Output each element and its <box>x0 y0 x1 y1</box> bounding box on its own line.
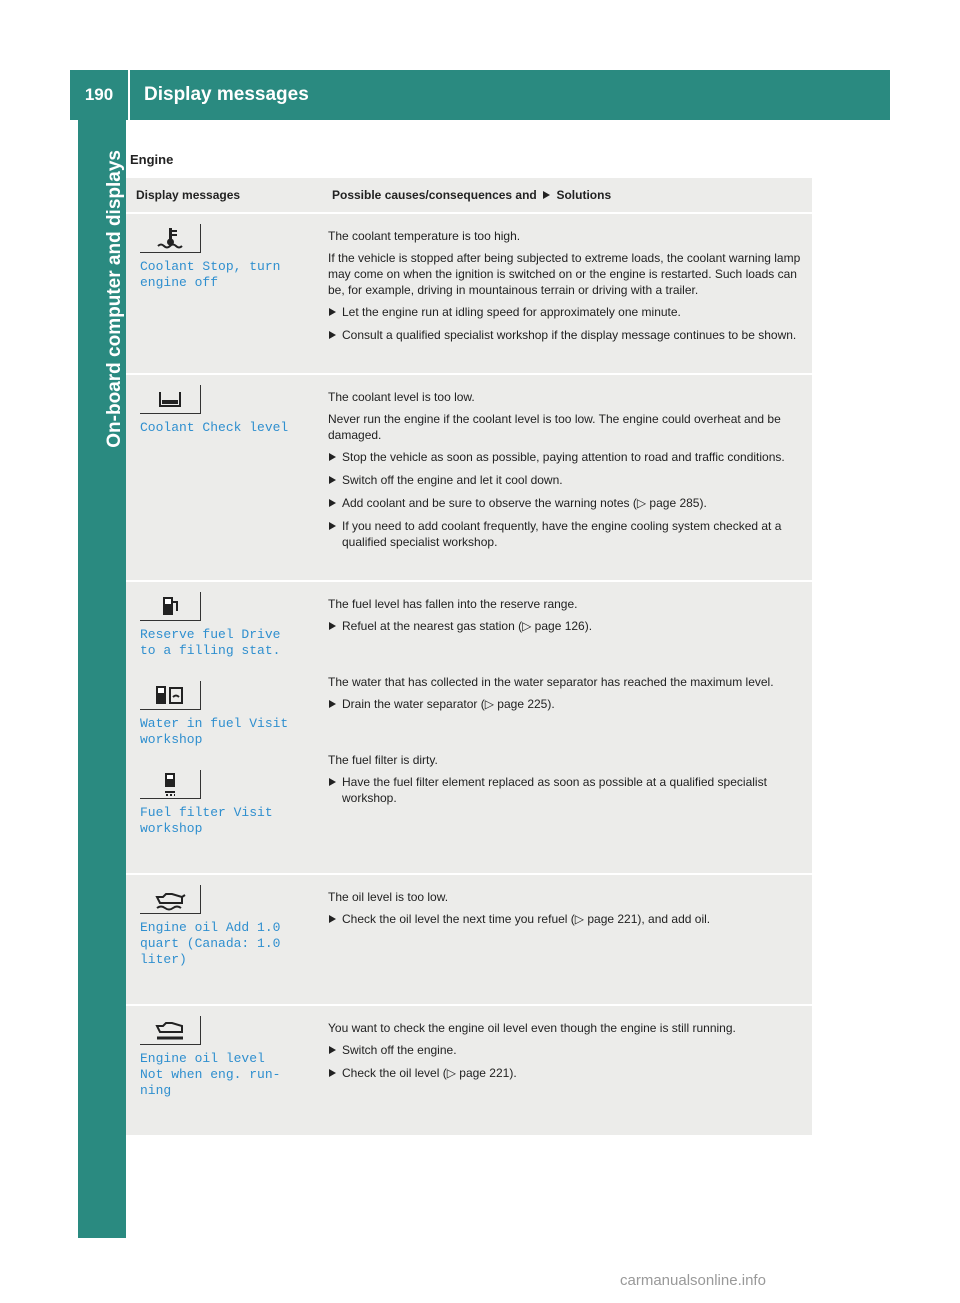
display-message <box>140 224 312 291</box>
message-text: Reserve fuel Drive to a filling stat. <box>140 627 281 658</box>
header-solutions-label: Solutions <box>556 188 612 202</box>
message-text: Coolant Check level <box>140 420 289 435</box>
solution-block <box>328 596 802 634</box>
cause-text: The fuel level has fallen into the reserve range. <box>328 597 578 611</box>
cause-text: The oil level is too low. <box>328 890 449 904</box>
water-in-fuel-icon <box>140 681 201 710</box>
solution-step: Consult a qualified specialist workshop if the display message continues to be shown. <box>328 327 802 343</box>
watermark: carmanualsonline.info <box>620 1272 766 1289</box>
cause-text: Never run the engine if the coolant level is too low. The engine could overheat and be damaged. <box>328 412 781 442</box>
solution-block <box>328 889 802 927</box>
solution-block <box>328 1020 802 1081</box>
solution-cell <box>322 581 812 874</box>
fuel-filter-icon <box>140 770 201 799</box>
coolant-level-icon <box>140 385 201 414</box>
display-messages-table <box>126 178 812 1135</box>
table-row <box>126 581 812 874</box>
column-header-messages: Display messages <box>126 178 322 213</box>
table-row <box>126 1005 812 1135</box>
message-text: Engine oil level Not when eng. run- ning <box>140 1051 281 1098</box>
solution-step: If you need to add coolant frequently, have the engine cooling system checked at a qualified specialist workshop. <box>328 518 802 550</box>
message-text: Water in fuel Visit workshop <box>140 716 289 747</box>
page-title: Display messages <box>144 84 309 105</box>
solution-cell <box>322 213 812 374</box>
solution-block <box>328 228 802 343</box>
message-cell <box>126 374 322 581</box>
oil-level-icon <box>140 1016 201 1045</box>
solution-cell <box>322 374 812 581</box>
message-cell <box>126 213 322 374</box>
cause-text: If the vehicle is stopped after being subjected to extreme loads, the coolant warning lamp may come on when the ignition is switched on or the engine is restarted. Such loads can be, for example, driving in mountainous terrain or driving with a trailer. <box>328 251 801 297</box>
solution-block <box>328 389 802 550</box>
solution-step: Add coolant and be sure to observe the warning notes (▷ page 285). <box>328 495 802 511</box>
solution-step: Switch off the engine and let it cool down. <box>328 472 802 488</box>
display-message <box>140 885 312 968</box>
solution-block <box>328 674 802 712</box>
solution-step: Check the oil level (▷ page 221). <box>328 1065 802 1081</box>
solution-step: Let the engine run at idling speed for approximately one minute. <box>328 304 802 320</box>
solution-cell <box>322 874 812 1005</box>
message-text: Engine oil Add 1.0 quart (Canada: 1.0 liter) <box>140 920 281 967</box>
chapter-label: On-board computer and displays <box>104 150 125 448</box>
solution-step: Check the oil level the next time you refuel (▷ page 221), and add oil. <box>328 911 802 927</box>
column-header-solutions <box>322 178 812 213</box>
display-message <box>140 770 312 837</box>
solution-step: Have the fuel filter element replaced as soon as possible at a qualified specialist workshop. <box>328 774 802 806</box>
display-message <box>140 1016 312 1099</box>
cause-text: The coolant level is too low. <box>328 390 475 404</box>
solution-cell <box>322 1005 812 1135</box>
message-text: Coolant Stop, turn engine off <box>140 259 281 290</box>
section-title: Engine <box>130 152 174 167</box>
header-causes-label: Possible causes/consequences and <box>332 188 537 202</box>
table-row <box>126 374 812 581</box>
solution-step: Refuel at the nearest gas station (▷ page 126). <box>328 618 802 634</box>
display-message <box>140 385 312 436</box>
cause-text: The coolant temperature is too high. <box>328 229 521 243</box>
message-text: Fuel filter Visit workshop <box>140 805 273 836</box>
cause-text: You want to check the engine oil level even though the engine is still running. <box>328 1021 736 1035</box>
oil-can-icon <box>140 885 201 914</box>
display-message <box>140 681 312 748</box>
page-number: 190 <box>84 85 114 104</box>
table-row <box>126 213 812 374</box>
page-header <box>70 70 890 120</box>
table-body <box>126 213 812 1135</box>
message-cell <box>126 1005 322 1135</box>
message-cell <box>126 581 322 874</box>
arrow-icon <box>543 191 550 199</box>
solution-step: Drain the water separator (▷ page 225). <box>328 696 802 712</box>
cause-text: The water that has collected in the water separator has reached the maximum level. <box>328 675 774 689</box>
fuel-pump-icon <box>140 592 201 621</box>
solution-step: Switch off the engine. <box>328 1042 802 1058</box>
display-message <box>140 592 312 659</box>
message-cell <box>126 874 322 1005</box>
solution-block <box>328 752 802 806</box>
table-row <box>126 874 812 1005</box>
solution-step: Stop the vehicle as soon as possible, paying attention to road and traffic conditions. <box>328 449 802 465</box>
cause-text: The fuel filter is dirty. <box>328 753 438 767</box>
coolant-temperature-icon <box>140 224 201 253</box>
